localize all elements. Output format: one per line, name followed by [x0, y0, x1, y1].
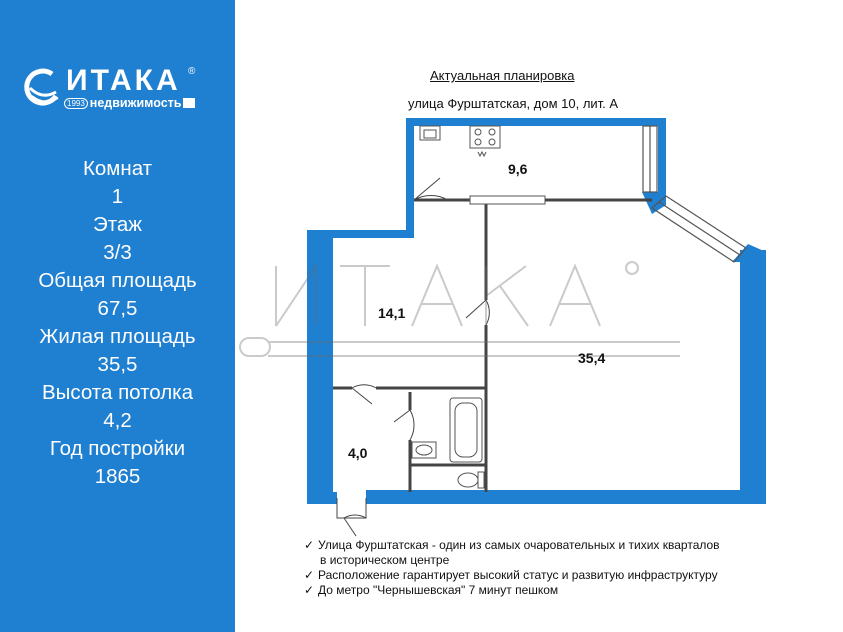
fact-label: Комнат — [82, 157, 153, 180]
fact-label: Общая площадь — [38, 269, 197, 292]
fact-value: 67,5 — [97, 297, 138, 320]
registered-mark: ® — [188, 66, 196, 77]
checkmark-icon: ✓ — [304, 538, 315, 552]
plan-title: Актуальная планировка — [430, 68, 575, 83]
sink-icon — [412, 442, 436, 458]
note-continuation: в историческом центре — [320, 553, 450, 567]
fact-label: Жилая площадь — [39, 325, 196, 348]
note-text: Улица Фурштатская - один из самых очаровательных и тихих кварталов — [318, 538, 720, 552]
note-text: Расположение гарантирует высокий статус и развитую инфраструктуру — [318, 568, 718, 582]
bathtub-icon — [450, 398, 482, 462]
list-item — [304, 538, 720, 553]
fact-value: 3/3 — [103, 241, 132, 264]
note-text: До метро "Чернышевская" 7 минут пешком — [318, 583, 559, 597]
fact-value: 35,5 — [97, 353, 138, 376]
stove-icon — [470, 126, 500, 156]
checkmark-icon: ✓ — [304, 568, 315, 582]
brand-subtitle: недвижимость — [89, 96, 182, 110]
checkmark-icon: ✓ — [304, 583, 315, 597]
room-area-kitchen: 9,6 — [508, 161, 528, 177]
brand-year: 1993 — [64, 98, 88, 109]
room-area-bathroom: 4,0 — [348, 445, 368, 461]
feature-notes — [304, 538, 720, 598]
fact-label: Высота потолка — [41, 381, 194, 404]
sink-icon — [420, 126, 440, 140]
watermark — [240, 262, 680, 356]
fact-value: 4,2 — [103, 409, 132, 432]
exterior-walls — [307, 118, 766, 504]
list-item — [304, 568, 720, 583]
room-area-living: 35,4 — [578, 350, 606, 366]
plan-address: улица Фурштатская, дом 10, лит. А — [408, 96, 619, 111]
fact-value: 1865 — [94, 465, 141, 488]
fact-label: Этаж — [92, 213, 142, 236]
list-item — [304, 583, 720, 598]
interior-walls — [333, 200, 652, 492]
toilet-icon — [458, 472, 484, 488]
brand-name: ИТАКА — [66, 64, 181, 97]
fact-label: Год постройки — [49, 437, 186, 460]
room-area-hall: 14,1 — [378, 305, 406, 321]
fact-value: 1 — [111, 185, 124, 208]
